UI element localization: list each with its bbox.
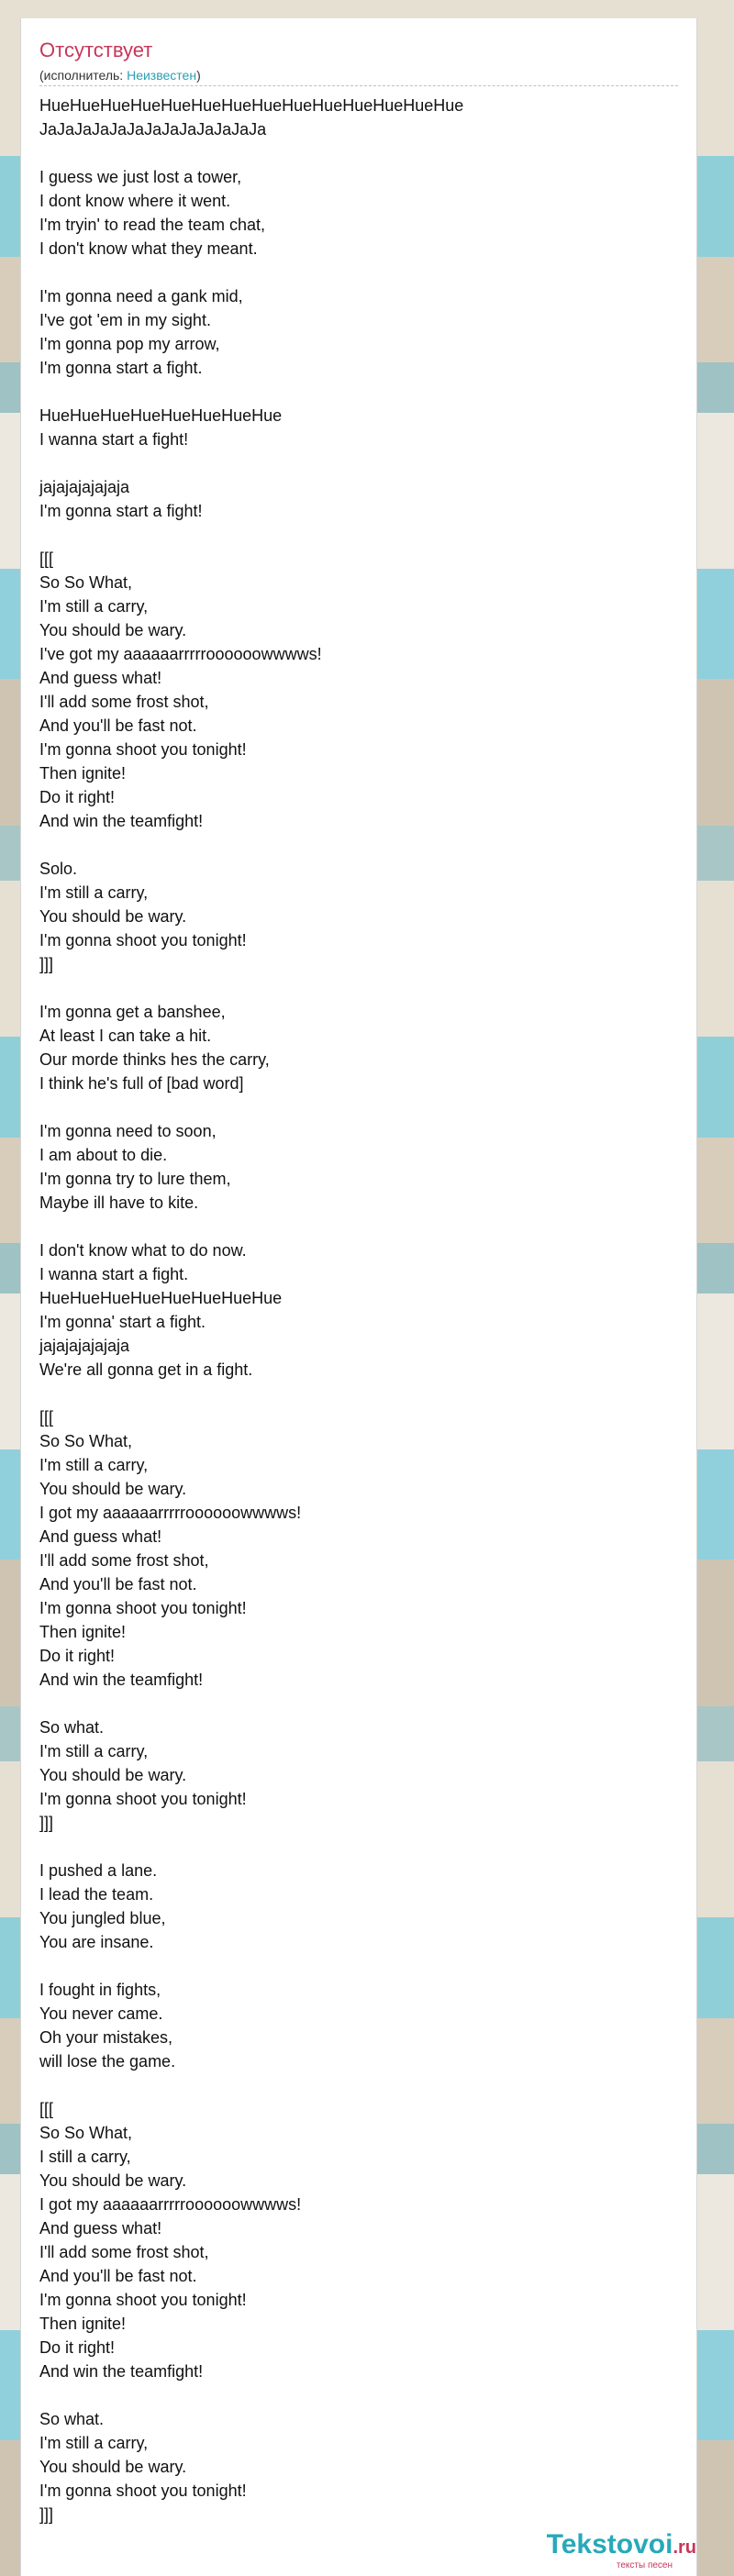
lyric-line: Maybe ill have to kite. xyxy=(39,1194,199,1212)
lyric-line: ]]] xyxy=(39,955,54,973)
lyric-line: I don't know what to do now. xyxy=(39,1241,247,1260)
lyric-line: I dont know where it went. xyxy=(39,192,231,210)
lyric-line: I'm still a carry, xyxy=(39,883,149,902)
lyric-line: I'm still a carry, xyxy=(39,2434,149,2452)
lyric-line: HueHueHueHueHueHueHueHue xyxy=(39,1289,283,1307)
lyric-line: I got my aaaaaarrrrroooooowwwws! xyxy=(39,1504,302,1522)
lyric-line: So what. xyxy=(39,1718,105,1737)
lyric-line: I've got my aaaaaarrrrroooooowwwws! xyxy=(39,645,322,663)
lyric-line: Then ignite! xyxy=(39,764,127,783)
lyric-line: So So What, xyxy=(39,2124,133,2142)
lyric-line: I'm gonna shoot you tonight! xyxy=(39,931,247,949)
lyric-line: I'm gonna start a fight. xyxy=(39,359,203,377)
lyric-line: And win the teamfight! xyxy=(39,2362,204,2381)
lyric-line: I'm gonna pop my arrow, xyxy=(39,335,220,353)
lyrics-stanza xyxy=(39,165,682,261)
logo-name: Tekstovoi xyxy=(546,2529,673,2559)
lyric-line: I'm gonna shoot you tonight! xyxy=(39,2291,247,2309)
lyric-line: I got my aaaaaarrrrroooooowwwws! xyxy=(39,2195,302,2214)
lyric-line: You should be wary. xyxy=(39,1480,187,1498)
lyric-line: JaJaJaJaJaJaJaJaJaJaJaJaJa xyxy=(39,120,267,139)
lyric-line: And you'll be fast not. xyxy=(39,716,197,735)
lyrics-stanza xyxy=(39,1405,682,1692)
lyric-line: Solo. xyxy=(39,860,78,878)
lyric-line: And guess what! xyxy=(39,2219,162,2237)
lyric-line: I'm gonna shoot you tonight! xyxy=(39,1599,247,1617)
lyric-line: You should be wary. xyxy=(39,2458,187,2476)
artist-prefix: (исполнитель: xyxy=(39,68,128,83)
artist-suffix: ) xyxy=(196,68,201,83)
lyric-line: And you'll be fast not. xyxy=(39,2267,197,2285)
lyric-line: You are insane. xyxy=(39,1933,154,1951)
lyrics-stanza xyxy=(39,1119,682,1215)
title-divider xyxy=(39,85,678,86)
lyric-line: You never came. xyxy=(39,2004,163,2023)
lyric-line: Oh your mistakes, xyxy=(39,2028,173,2047)
lyric-line: I'm gonna need to soon, xyxy=(39,1122,217,1140)
artist-line xyxy=(39,68,201,83)
lyric-line: I'll add some frost shot, xyxy=(39,1551,209,1570)
lyrics-stanza xyxy=(39,2097,682,2383)
lyric-line: I'm gonna start a fight! xyxy=(39,502,203,520)
lyric-line: I'm still a carry, xyxy=(39,597,149,616)
lyrics-stanza xyxy=(39,1238,682,1382)
lyric-line: So So What, xyxy=(39,1432,133,1450)
lyric-line: I've got 'em in my sight. xyxy=(39,311,211,329)
lyric-line: [[[ xyxy=(39,550,54,568)
lyrics-body xyxy=(39,94,682,2550)
lyric-line: Our morde thinks hes the carry, xyxy=(39,1050,270,1069)
lyric-line: I'm still a carry, xyxy=(39,1742,149,1760)
lyric-line: I'll add some frost shot, xyxy=(39,693,209,711)
lyric-line: And you'll be fast not. xyxy=(39,1575,197,1593)
lyrics-stanza xyxy=(39,475,682,523)
artist-link[interactable]: Неизвестен xyxy=(127,68,197,83)
logo-tld: .ru xyxy=(673,2537,696,2558)
lyric-line: So So What, xyxy=(39,573,133,592)
lyric-line: I'm gonna try to lure them, xyxy=(39,1170,231,1188)
lyrics-stanza xyxy=(39,547,682,833)
lyric-line: You should be wary. xyxy=(39,621,187,639)
lyric-line: HueHueHueHueHueHueHueHueHueHueHueHueHueHue xyxy=(39,96,464,115)
lyric-line: You jungled blue, xyxy=(39,1909,166,1927)
lyric-line: I don't know what they meant. xyxy=(39,239,258,258)
lyric-line: Do it right! xyxy=(39,1647,116,1665)
lyrics-card xyxy=(20,18,697,2576)
lyric-line: jajajajajajaja xyxy=(39,478,130,496)
lyric-line: I fought in fights, xyxy=(39,1981,161,1999)
lyric-line: I pushed a lane. xyxy=(39,1861,158,1880)
lyric-line: Do it right! xyxy=(39,2338,116,2357)
lyric-line: I am about to die. xyxy=(39,1146,168,1164)
lyric-line: I'm tryin' to read the team chat, xyxy=(39,216,265,234)
lyric-line: You should be wary. xyxy=(39,2171,187,2190)
lyric-line: Do it right! xyxy=(39,788,116,806)
logo-wordmark xyxy=(547,2531,696,2561)
lyrics-stanza xyxy=(39,1715,682,1835)
logo-tagline: тексты песен xyxy=(616,2560,673,2570)
lyric-line: And guess what! xyxy=(39,1527,162,1546)
lyric-line: I'll add some frost shot, xyxy=(39,2243,209,2261)
lyric-line: I'm gonna get a banshee, xyxy=(39,1003,226,1021)
lyric-line: I wanna start a fight! xyxy=(39,430,189,449)
song-title: Отсутствует xyxy=(39,39,153,61)
lyric-line: Then ignite! xyxy=(39,1623,127,1641)
lyric-line: I'm gonna need a gank mid, xyxy=(39,287,243,305)
lyric-line: HueHueHueHueHueHueHueHue xyxy=(39,406,283,425)
lyric-line: I'm gonna shoot you tonight! xyxy=(39,1790,247,1808)
lyric-line: Then ignite! xyxy=(39,2315,127,2333)
lyric-line: I think he's full of [bad word] xyxy=(39,1074,244,1093)
lyric-line: You should be wary. xyxy=(39,907,187,926)
lyric-line: I'm gonna shoot you tonight! xyxy=(39,2482,247,2500)
lyric-line: So what. xyxy=(39,2410,105,2428)
lyric-line: ]]] xyxy=(39,2505,54,2524)
lyric-line: I wanna start a fight. xyxy=(39,1265,189,1283)
lyrics-stanza xyxy=(39,1859,682,1954)
lyric-line: And win the teamfight! xyxy=(39,1671,204,1689)
lyrics-stanza xyxy=(39,1978,682,2073)
lyric-line: ]]] xyxy=(39,1814,54,1832)
lyric-line: I still a carry, xyxy=(39,2148,131,2166)
lyrics-stanza xyxy=(39,857,682,976)
lyric-line: [[[ xyxy=(39,2100,54,2118)
lyric-line: jajajajajajaja xyxy=(39,1337,130,1355)
lyrics-stanza xyxy=(39,404,682,451)
lyric-line: And guess what! xyxy=(39,669,162,687)
lyric-line: At least I can take a hit. xyxy=(39,1027,212,1045)
lyrics-stanza xyxy=(39,284,682,380)
lyric-line: I guess we just lost a tower, xyxy=(39,168,242,186)
lyric-line: [[[ xyxy=(39,1408,54,1427)
lyric-line: I lead the team. xyxy=(39,1885,154,1904)
lyrics-stanza xyxy=(39,2407,682,2526)
lyric-line: You should be wary. xyxy=(39,1766,187,1784)
lyric-line: And win the teamfight! xyxy=(39,812,204,830)
lyric-line: I'm gonna shoot you tonight! xyxy=(39,740,247,759)
lyric-line: We're all gonna get in a fight. xyxy=(39,1360,253,1379)
site-logo[interactable] xyxy=(547,2531,696,2570)
lyrics-stanza xyxy=(39,94,682,141)
lyric-line: I'm gonna' start a fight. xyxy=(39,1313,206,1331)
lyric-line: I'm still a carry, xyxy=(39,1456,149,1474)
lyric-line: will lose the game. xyxy=(39,2052,176,2071)
lyrics-stanza xyxy=(39,1000,682,1095)
